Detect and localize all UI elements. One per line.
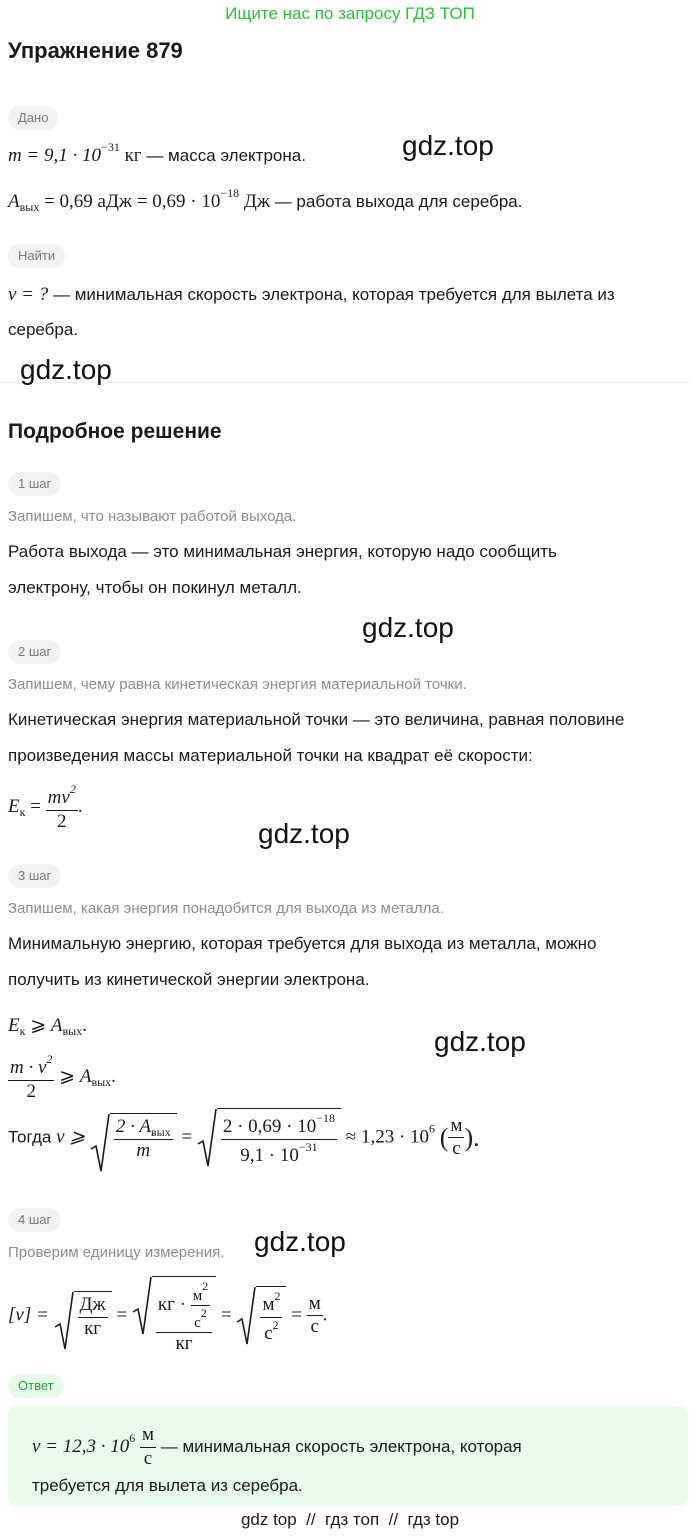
step-2-hint: Запишем, чему равна кинетическая энергия материальной точки. [8,676,467,693]
step-3-text-1: Минимальную энергию, которая требуется для выхода из металла, можно [8,934,597,953]
step-4-badge: 4 шаг [8,1208,61,1232]
kinetic-numerator: mv [47,787,70,808]
answer-velocity: v = 12,3 · 10 [32,1435,130,1457]
work-subscript: вых [19,200,40,214]
kinetic-denominator: 2 [57,810,67,832]
velocity-geq: v ⩾ [56,1126,86,1148]
unit-3-denominator: с [264,1322,273,1344]
step-2-text-1: Кинетическая энергия материальной точки — это величина, равная половине [8,710,625,729]
mass-text: — масса электрона. [146,146,306,165]
geq-sign: ⩾ [59,1066,76,1088]
unit-1-denominator: кг [84,1317,102,1339]
work-subscript: вых [62,1024,83,1038]
given-mass-line [8,140,306,167]
inequality-2-numerator: m · v [10,1057,47,1078]
unit-3-denominator-exponent: 2 [272,1317,279,1332]
work-subscript: вых [91,1075,112,1090]
work-formula: = 0,69 аДж = 0,69 · 10 [44,191,221,212]
radical-sign-icon [132,1276,152,1336]
unit-4-denominator: с [310,1316,319,1338]
inequality-2 [8,1052,116,1104]
step-4-hint: Проверим единицу измерения. [8,1244,225,1261]
work-symbol: A [50,1015,63,1036]
velocity-unknown: v = ? [8,284,49,305]
sqrt-2-numerator: 2 · 0,69 · 10 [222,1116,317,1137]
kinetic-energy-formula [8,782,83,834]
close-paren: ). [464,1122,480,1152]
answer-unit-denominator: с [143,1447,153,1469]
unit-1-numerator: Дж [78,1294,108,1318]
step-1-hint: Запишем, что называют работой выхода. [8,508,297,525]
energy-subscript: к [19,805,26,820]
mass-exponent: −31 [101,140,120,154]
period: . [82,1015,87,1036]
sqrt-unit-1 [54,1291,112,1341]
step-2-badge: 2 шаг [8,640,61,664]
page-title: Упражнение 879 [8,38,183,63]
watermark: gdz.top [20,354,112,385]
approx-result: ≈ 1,23 · 10 [345,1126,430,1148]
step-3-hint: Запишем, какая энергия понадобится для выхода из металла. [8,900,444,917]
watermark: gdz.top [434,1026,526,1057]
velocity-unit-lhs: [v] = [8,1304,49,1326]
answer-badge: Ответ [8,1374,64,1398]
energy-symbol: E [8,796,20,818]
unit-4-numerator: м [307,1293,323,1317]
step-3-badge: 3 шаг [8,864,61,888]
period: . [322,1304,328,1326]
inequality-2-exponent: 2 [46,1052,53,1066]
inner-numerator: м [192,1288,203,1304]
unit-4-fraction [307,1293,323,1340]
answer-line-1 [32,1424,522,1471]
unit-check-formula [8,1276,327,1356]
answer-unit-numerator: м [140,1424,156,1448]
inequality-2-fraction [8,1052,54,1104]
sqrt-1-subscript: вых [150,1124,171,1139]
work-exponent: −18 [220,186,240,200]
inner-denominator-exponent: 2 [200,1306,207,1320]
top-banner[interactable]: Ищите нас по запросу ГДЗ ТОП [225,4,475,23]
sqrt-1-denominator: m [136,1140,151,1162]
answer-exponent: 6 [129,1430,136,1445]
work-symbol: A [79,1066,92,1088]
unit-denominator: с [452,1138,461,1160]
equals-sign: = [30,796,41,818]
sqrt-unit-3 [236,1286,286,1346]
open-paren: ( [439,1122,449,1152]
radical-sign-icon [197,1108,217,1168]
answer-text-1: — минимальная скорость электрона, которая [160,1436,522,1456]
find-text-1: — минимальная скорость электрона, которая требуется для вылета из [53,285,615,304]
sqrt-1-numerator: 2 · A [115,1115,151,1137]
given-badge: Дано [8,106,58,130]
unit-3-numerator-exponent: 2 [274,1289,281,1304]
sqrt-2 [197,1108,341,1168]
watermark: gdz.top [258,818,350,849]
period: . [77,796,83,818]
given-work-line [8,186,522,215]
sqrt-2-numerator-exponent: −18 [316,1111,336,1125]
approx-exponent: 6 [429,1121,436,1136]
watermark: gdz.top [254,1226,346,1257]
inequality-2-denominator: 2 [26,1080,36,1102]
kinetic-numerator-exponent: 2 [69,782,76,796]
radical-sign-icon [90,1113,110,1173]
find-line-2: серебра. [8,320,79,339]
period: . [111,1066,116,1088]
step-3-text-2: получить из кинетической энергии электрона. [8,970,370,989]
answer-unit-fraction [140,1424,156,1471]
find-badge: Найти [8,244,65,268]
mass-formula: m = 9,1 · 10 [8,145,102,166]
unit-3-numerator: м [262,1294,275,1316]
radical-sign-icon [54,1291,74,1351]
inequality-1 [8,1014,87,1039]
velocity-derivation [8,1108,480,1168]
work-unit: Дж [243,191,270,212]
watermark: gdz.top [402,130,494,161]
radical-sign-icon [236,1286,256,1346]
sqrt-unit-2 [132,1276,216,1356]
sqrt-1 [90,1113,177,1163]
step-1-badge: 1 шаг [8,472,61,496]
then-word: Тогда [8,1127,52,1147]
step-2-text-2: произведения массы материальной точки на квадрат её скорости: [8,746,533,765]
inner-denominator: с [194,1315,201,1331]
find-line-1 [8,284,615,306]
sqrt-2-denominator: 9,1 · 10 [240,1144,299,1166]
unit-2-numerator: кг · [157,1293,186,1315]
footer-links[interactable]: gdz top // гдз топ // гдз top [240,1510,460,1529]
energy-symbol: E [8,1015,20,1036]
answer-line-2: требуется для вылета из серебра. [32,1476,303,1495]
geq-sign: ⩾ [30,1015,47,1036]
watermark: gdz.top [362,612,454,643]
work-symbol: A [8,191,20,212]
mass-unit: кг [124,145,142,166]
step-1-text-2: электрону, чтобы он покинул металл. [8,578,302,597]
equals-sign: = [116,1304,128,1326]
solution-title: Подробное решение [8,420,222,443]
energy-subscript: к [19,1024,26,1038]
unit-numerator: м [448,1115,464,1139]
work-text: — работа выхода для серебра. [274,192,523,211]
sqrt-2-denominator-exponent: −31 [298,1139,318,1154]
velocity-unit-fraction [448,1115,464,1162]
kinetic-fraction [46,782,78,834]
step-1-text-1: Работа выхода — это минимальная энергия, которую надо сообщить [8,542,557,561]
inner-numerator-exponent: 2 [202,1279,209,1293]
equals-sign: = [291,1304,302,1326]
equals-sign: = [220,1304,232,1326]
equals-sign: = [181,1126,193,1148]
unit-2-denominator: кг [175,1333,193,1354]
